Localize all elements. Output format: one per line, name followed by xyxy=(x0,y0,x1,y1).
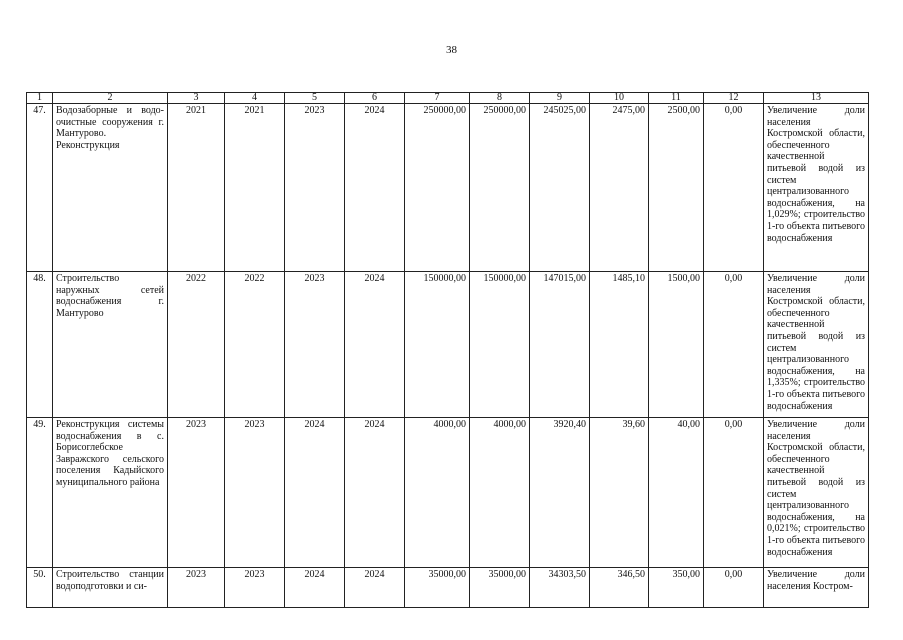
amount-cell: 250000,00 xyxy=(470,104,530,272)
year-cell: 2024 xyxy=(285,568,345,608)
column-header-2: 2 xyxy=(53,93,168,104)
year-cell: 2021 xyxy=(168,104,225,272)
table-row xyxy=(27,568,869,608)
year-cell: 2024 xyxy=(345,272,405,418)
expected-result: Увеличение доли населения Костромской области, обеспеченного качественной питьевой водой из систем централизованного водоснабжения, на 0,021%; строительство 1-го объекта питьевого водоснабжения xyxy=(764,418,869,568)
expected-result: Увеличение доли населения Костромской области, обеспеченного качественной питьевой водой из систем централизованного водоснабжения, на 1,335%; строительство 1-го объекта питьевого водоснабжения xyxy=(764,272,869,418)
year-cell: 2023 xyxy=(285,104,345,272)
amount-cell: 40,00 xyxy=(649,418,704,568)
amount-cell: 35000,00 xyxy=(405,568,470,608)
year-cell: 2024 xyxy=(345,104,405,272)
year-cell: 2023 xyxy=(225,568,285,608)
column-header-4: 4 xyxy=(225,93,285,104)
amount-cell: 0,00 xyxy=(704,568,764,608)
column-header-5: 5 xyxy=(285,93,345,104)
year-cell: 2024 xyxy=(285,418,345,568)
amount-cell: 1500,00 xyxy=(649,272,704,418)
amount-cell: 4000,00 xyxy=(470,418,530,568)
amount-cell: 0,00 xyxy=(704,418,764,568)
column-header-6: 6 xyxy=(345,93,405,104)
object-name: Строительство наружных сетей водоснабжения г. Мантурово xyxy=(53,272,168,418)
object-name: Водозаборные и водо-очистные сооружения г. Мантурово. Реконструкция xyxy=(53,104,168,272)
column-header-7: 7 xyxy=(405,93,470,104)
table-row xyxy=(27,104,869,272)
amount-cell: 34303,50 xyxy=(530,568,590,608)
row-number: 49. xyxy=(27,418,53,568)
amount-cell: 350,00 xyxy=(649,568,704,608)
column-header-1: 1 xyxy=(27,93,53,104)
amount-cell: 1485,10 xyxy=(590,272,649,418)
year-cell: 2023 xyxy=(225,418,285,568)
amount-cell: 150000,00 xyxy=(470,272,530,418)
amount-cell: 346,50 xyxy=(590,568,649,608)
year-cell: 2023 xyxy=(285,272,345,418)
amount-cell: 250000,00 xyxy=(405,104,470,272)
amount-cell: 2475,00 xyxy=(590,104,649,272)
year-cell: 2022 xyxy=(168,272,225,418)
row-number: 47. xyxy=(27,104,53,272)
table-row xyxy=(27,418,869,568)
amount-cell: 150000,00 xyxy=(405,272,470,418)
header-row xyxy=(27,93,869,104)
amount-cell: 245025,00 xyxy=(530,104,590,272)
object-name: Строительство станции водоподготовки и си- xyxy=(53,568,168,608)
column-header-3: 3 xyxy=(168,93,225,104)
year-cell: 2024 xyxy=(345,418,405,568)
column-header-12: 12 xyxy=(704,93,764,104)
amount-cell: 2500,00 xyxy=(649,104,704,272)
amount-cell: 3920,40 xyxy=(530,418,590,568)
table-row xyxy=(27,272,869,418)
year-cell: 2022 xyxy=(225,272,285,418)
year-cell: 2023 xyxy=(168,568,225,608)
object-name: Реконструкция системы водоснабжения в с. Борисоглебское Завражского сельского поселения Кадыйского муниципального района xyxy=(53,418,168,568)
amount-cell: 0,00 xyxy=(704,104,764,272)
column-header-9: 9 xyxy=(530,93,590,104)
year-cell: 2021 xyxy=(225,104,285,272)
amount-cell: 147015,00 xyxy=(530,272,590,418)
page-number: 38 xyxy=(446,44,457,56)
amount-cell: 0,00 xyxy=(704,272,764,418)
year-cell: 2024 xyxy=(345,568,405,608)
investment-table xyxy=(26,92,869,608)
column-header-10: 10 xyxy=(590,93,649,104)
amount-cell: 35000,00 xyxy=(470,568,530,608)
row-number: 50. xyxy=(27,568,53,608)
year-cell: 2023 xyxy=(168,418,225,568)
row-number: 48. xyxy=(27,272,53,418)
expected-result: Увеличение доли населения Костромской области, обеспеченного качественной питьевой водой из систем централизованного водоснабжения, на 1,029%; строительство 1-го объекта питьевого водоснабжения xyxy=(764,104,869,272)
column-header-13: 13 xyxy=(764,93,869,104)
amount-cell: 39,60 xyxy=(590,418,649,568)
expected-result: Увеличение доли населения Костром- xyxy=(764,568,869,608)
column-header-8: 8 xyxy=(470,93,530,104)
column-header-11: 11 xyxy=(649,93,704,104)
amount-cell: 4000,00 xyxy=(405,418,470,568)
